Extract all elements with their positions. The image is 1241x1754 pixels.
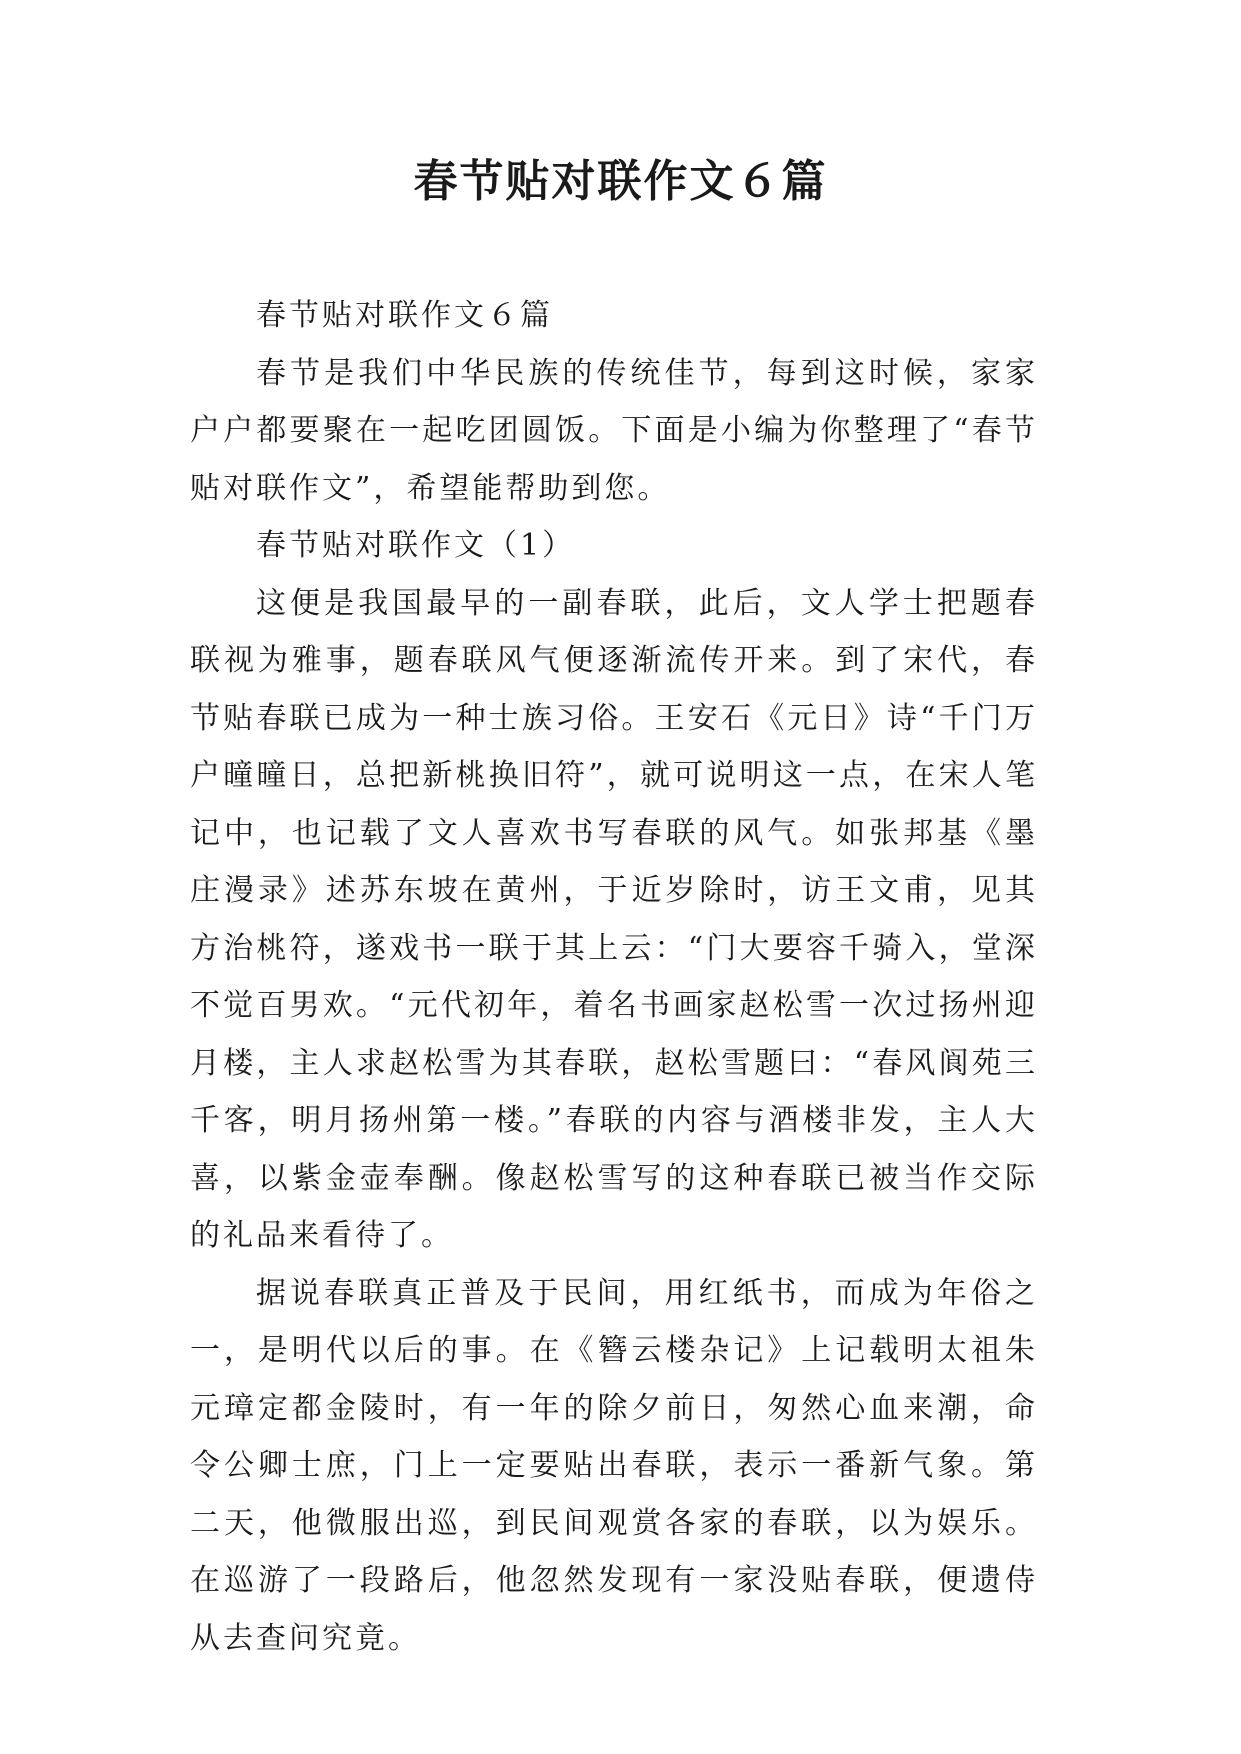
subtitle-paragraph: 春节贴对联作文６篇 [256,298,553,333]
intro-paragraph: 春节是我们中华民族的传统佳节，每到这时候，家家户户都要聚在一起吃团圆饭。下面是小编为你整理了“春节贴对联作文”，希望能帮助到您。 [190,355,1038,506]
body-paragraph: 这便是我国最早的一副春联，此后，文人学士把题春联视为雅事，题春联风气便逐渐流传开来。到了宋代，春节贴春联已成为一种士族习俗。王安石《元日》诗“千门万户曈曈日，总把新桃换旧符”，就可说明这一点，在宋人笔记中，也记载了文人喜欢书写春联的风气。如张邦基《墨庄漫录》述苏东坡在黄州，于近岁除时，访王文甫，见其方治桃符，遂戏书一联于其上云：“门大要容千骑入，堂深不觉百男欢。“元代初年，着名书画家赵松雪一次过扬州迎月楼，主人求赵松雪为其春联，赵松雪题曰：“春风阆苑三千客，明月扬州第一楼。”春联的内容与酒楼非发，主人大喜，以紫金壶奉酬。像赵松雪写的这种春联已被当作交际的礼品来看待了。 [190,585,1038,1253]
document-body [190,287,1038,1667]
body-paragraph: 据说春联真正普及于民间，用红纸书，而成为年俗之一，是明代以后的事。在《簪云楼杂记》上记载明太祖朱元璋定都金陵时，有一年的除夕前日，匆然心血来潮，命令公卿士庶，门上一定要贴出春联，表示一番新气象。第二天，他微服出巡，到民间观赏各家的春联，以为娱乐。在巡游了一段路后，他忽然发现有一家没贴春联，便遗侍从去查问究竟。 [190,1275,1038,1656]
document-title: 春节贴对联作文６篇 [413,156,828,207]
section-heading: 春节贴对联作文（1） [256,528,576,563]
